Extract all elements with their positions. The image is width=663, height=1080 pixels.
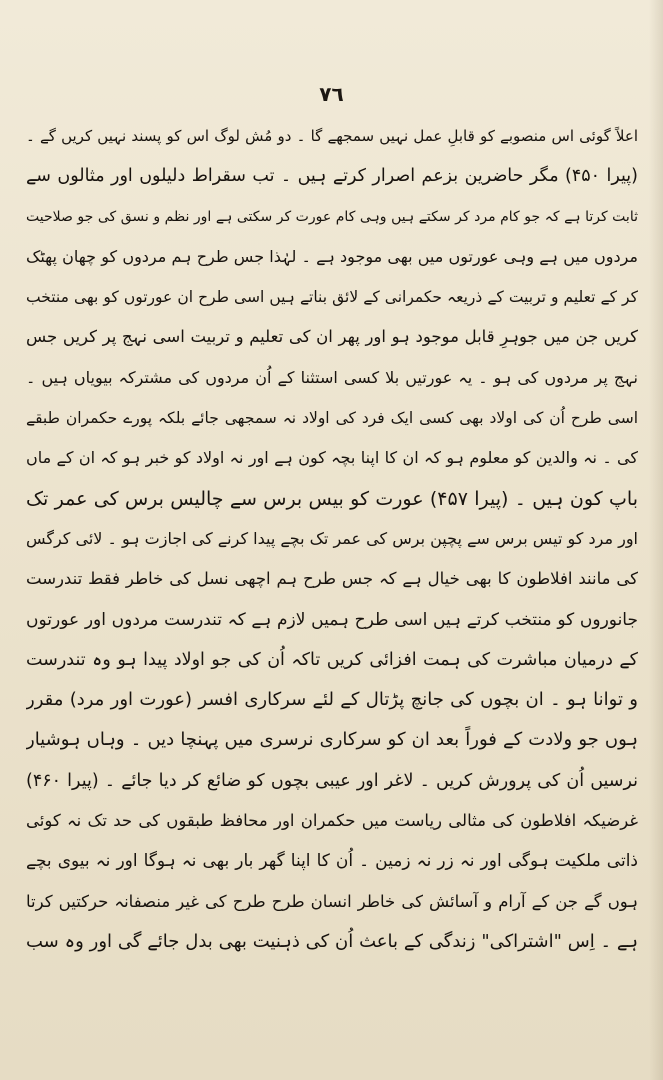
text-line: ہوں جو ولادت کے فوراً بعد ان کو سرکاری نرسری میں پہنچا دیں ۔ وہاں ہوشیار bbox=[26, 729, 638, 751]
text-line: نہج پر مردوں کی ہو ۔ یہ عورتیں بلا کسی استثنا کے اُن مردوں کی مشترکہ بیویاں ہیں ۔ bbox=[26, 367, 638, 387]
text-line: ہوں گے جن کے آرام و آسائش کی خاطر انسان طرح طرح کی غیر منصفانہ حرکتیں کرتا bbox=[26, 891, 638, 911]
text-line: اسی طرح اُن کی اولاد بھی کسی ایک فرد کی اولاد نہ سمجھی جائے بلکہ پورے حکمران طبقے bbox=[26, 409, 638, 428]
text-line: (پیرا ۴۵۰) مگر حاضرین بزعم اصرار کرتے ہیں ۔ تب سقراط دلیلوں اور مثالوں سے bbox=[26, 166, 638, 187]
text-line: غرضیکہ افلاطون کی مثالی ریاست میں حکمران اور محافظ طبقوں کی حد تک نہ کوئی bbox=[26, 811, 638, 831]
text-line: مردوں میں ہے وہی عورتوں میں بھی موجود ہے ۔ لہٰذا جس طرح ہم مردوں کو چھان پھٹک bbox=[26, 246, 638, 266]
text-line: کے درمیان مباشرت کی ہمت افزائی کریں تاکہ اُن کی جو اولاد پیدا ہو وہ تندرست bbox=[26, 649, 638, 670]
text-line: و توانا ہو ۔ ان بچوں کی جانچ پڑتال کے لئے سرکاری افسر (عورت اور مرد) مقرر bbox=[26, 689, 638, 711]
text-line: اور مرد کو تیس برس سے پچپن برس کی عمر تک بچے پیدا کرنے کی اجازت ہو ۔ لائی کرگس bbox=[26, 528, 638, 548]
text-line: نرسیں اُن کی پرورش کریں ۔ لاغر اور عیبی بچوں کو ضائع کر دیا جائے ۔ (پیرا ۴۶۰) bbox=[26, 770, 638, 791]
text-line: جانوروں کو منتخب کرتے ہیں اسی طرح ہمیں لازم ہے کہ تندرست مردوں اور عورتوں bbox=[26, 609, 638, 630]
text-line: باپ کون ہیں ۔ (پیرا ۴۵۷) عورت کو بیس برس سے چالیس برس کی عمر تک bbox=[26, 487, 638, 510]
text-line: کی مانند افلاطون کا بھی خیال ہے کہ جس طرح ہم اچھی نسل کی خاطر فقط تندرست bbox=[26, 569, 638, 589]
text-line: کی ۔ نہ والدین کو معلوم ہو کہ ان کا اپنا بچہ کون ہے اور نہ اولاد کو خبر ہو کہ ان کے ماں bbox=[26, 448, 638, 468]
text-line: کر کے تعلیم و تربیت کے ذریعہ حکمرانی کے لائق بناتے ہیں اسی طرح ان عورتوں کو بھی منتخب bbox=[26, 288, 638, 307]
text-line: ثابت کرتا ہے کہ جو کام مرد کر سکتے ہیں وہی کام عورت کر سکتی ہے اور نظم و نسق کی جو صلاحیت bbox=[26, 208, 638, 225]
text-line: ہے ۔ اِس "اشتراکی" زندگی کے باعث اُن کی ذہنیت بھی بدل جائے گی اور وہ سب bbox=[26, 930, 638, 952]
page-edge-shadow bbox=[649, 0, 663, 1080]
text-line: ذاتی ملکیت ہوگی اور نہ زر نہ زمین ۔ اُن کا اپنا گھر بار بھی نہ ہوگا اور نہ بیوی بچے bbox=[26, 851, 638, 872]
text-line: کریں جن میں جوہرِ قابل موجود ہو اور پھر ان کی تعلیم و تربیت اسی نہج پر کریں جس bbox=[26, 327, 638, 347]
text-line: اعلاً گوئی اس منصوبے کو قابلِ عمل نہیں سمجھے گا ۔ دو مُش لوگ اس کو پسند نہیں کریں گے ۔ bbox=[26, 127, 638, 145]
page-body-text bbox=[26, 116, 638, 962]
page-number: ٧٦ bbox=[319, 82, 344, 106]
